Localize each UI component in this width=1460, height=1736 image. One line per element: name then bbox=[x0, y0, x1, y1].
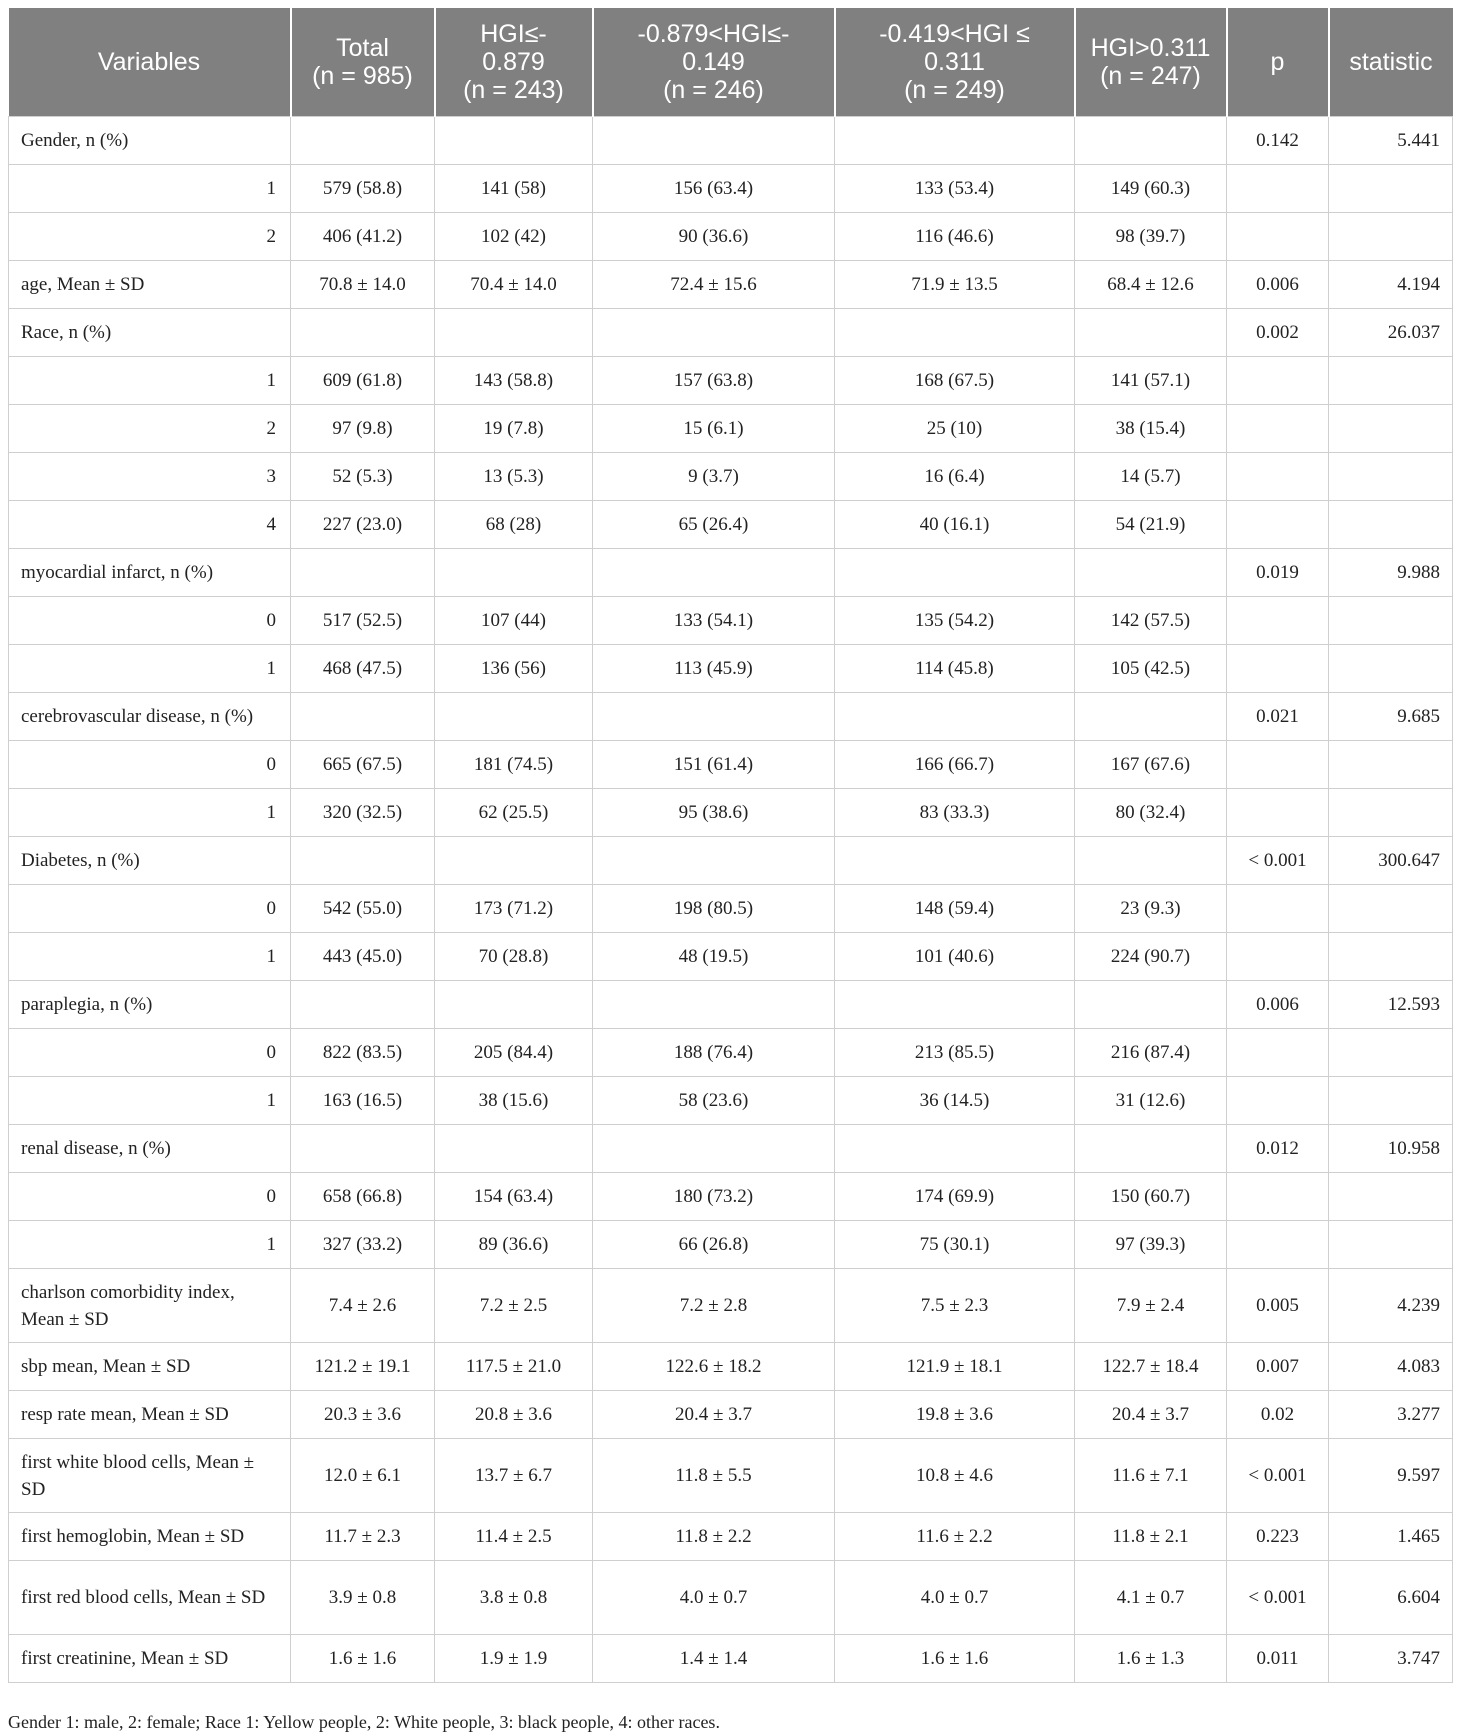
p-value-cell bbox=[1227, 405, 1329, 453]
variable-label-cell: resp rate mean, Mean ± SD bbox=[9, 1391, 291, 1439]
table-row bbox=[9, 1221, 1453, 1269]
p-value-cell: 0.002 bbox=[1227, 309, 1329, 357]
header-q2: -0.879<HGI≤- 0.149 (n = 246) bbox=[593, 8, 835, 117]
statistic-cell: 300.647 bbox=[1329, 837, 1453, 885]
statistic-cell: 1.465 bbox=[1329, 1513, 1453, 1561]
value-cell: 98 (39.7) bbox=[1075, 213, 1227, 261]
value-cell: 20.4 ± 3.7 bbox=[1075, 1391, 1227, 1439]
statistic-cell bbox=[1329, 933, 1453, 981]
table-row bbox=[9, 117, 1453, 165]
statistic-cell bbox=[1329, 357, 1453, 405]
p-value-cell bbox=[1227, 1029, 1329, 1077]
value-cell: 121.2 ± 19.1 bbox=[291, 1343, 435, 1391]
value-cell: 11.8 ± 2.2 bbox=[593, 1513, 835, 1561]
table-row bbox=[9, 1077, 1453, 1125]
table-row bbox=[9, 261, 1453, 309]
variable-label-cell: first white blood cells, Mean ± SD bbox=[9, 1439, 291, 1513]
value-cell: 320 (32.5) bbox=[291, 789, 435, 837]
value-cell: 665 (67.5) bbox=[291, 741, 435, 789]
value-cell bbox=[593, 117, 835, 165]
value-cell: 174 (69.9) bbox=[835, 1173, 1075, 1221]
value-cell: 173 (71.2) bbox=[435, 885, 593, 933]
statistic-cell bbox=[1329, 885, 1453, 933]
value-cell bbox=[1075, 1125, 1227, 1173]
statistic-cell bbox=[1329, 789, 1453, 837]
statistic-cell bbox=[1329, 405, 1453, 453]
value-cell: 10.8 ± 4.6 bbox=[835, 1439, 1075, 1513]
value-cell: 65 (26.4) bbox=[593, 501, 835, 549]
value-cell: 122.7 ± 18.4 bbox=[1075, 1343, 1227, 1391]
value-cell: 1.4 ± 1.4 bbox=[593, 1635, 835, 1683]
statistic-cell: 9.597 bbox=[1329, 1439, 1453, 1513]
value-cell: 58 (23.6) bbox=[593, 1077, 835, 1125]
value-cell: 198 (80.5) bbox=[593, 885, 835, 933]
value-cell: 133 (53.4) bbox=[835, 165, 1075, 213]
level-label-cell: 3 bbox=[9, 453, 291, 501]
p-value-cell bbox=[1227, 213, 1329, 261]
p-value-cell bbox=[1227, 645, 1329, 693]
statistic-cell bbox=[1329, 501, 1453, 549]
value-cell: 443 (45.0) bbox=[291, 933, 435, 981]
statistic-cell bbox=[1329, 165, 1453, 213]
header-variables: Variables bbox=[9, 8, 291, 117]
p-value-cell bbox=[1227, 1221, 1329, 1269]
variable-label-cell: paraplegia, n (%) bbox=[9, 981, 291, 1029]
statistic-cell: 3.747 bbox=[1329, 1635, 1453, 1683]
value-cell: 216 (87.4) bbox=[1075, 1029, 1227, 1077]
value-cell: 38 (15.6) bbox=[435, 1077, 593, 1125]
value-cell: 11.6 ± 7.1 bbox=[1075, 1439, 1227, 1513]
p-value-cell bbox=[1227, 357, 1329, 405]
value-cell: 116 (46.6) bbox=[835, 213, 1075, 261]
p-value-cell: < 0.001 bbox=[1227, 837, 1329, 885]
table-row bbox=[9, 1513, 1453, 1561]
value-cell bbox=[1075, 117, 1227, 165]
table-row bbox=[9, 501, 1453, 549]
value-cell: 227 (23.0) bbox=[291, 501, 435, 549]
p-value-cell bbox=[1227, 789, 1329, 837]
variable-label-cell: first red blood cells, Mean ± SD bbox=[9, 1561, 291, 1635]
table-footnote: Gender 1: male, 2: female; Race 1: Yellow people, 2: White people, 3: black people, 4: other races. bbox=[8, 1712, 720, 1732]
value-cell bbox=[435, 117, 593, 165]
value-cell bbox=[435, 1125, 593, 1173]
value-cell: 517 (52.5) bbox=[291, 597, 435, 645]
value-cell: 11.8 ± 5.5 bbox=[593, 1439, 835, 1513]
variable-label-cell: renal disease, n (%) bbox=[9, 1125, 291, 1173]
value-cell: 327 (33.2) bbox=[291, 1221, 435, 1269]
value-cell: 15 (6.1) bbox=[593, 405, 835, 453]
value-cell: 406 (41.2) bbox=[291, 213, 435, 261]
value-cell: 113 (45.9) bbox=[593, 645, 835, 693]
statistic-cell: 5.441 bbox=[1329, 117, 1453, 165]
statistic-cell: 6.604 bbox=[1329, 1561, 1453, 1635]
value-cell: 3.9 ± 0.8 bbox=[291, 1561, 435, 1635]
table-row bbox=[9, 741, 1453, 789]
value-cell bbox=[1075, 309, 1227, 357]
value-cell: 121.9 ± 18.1 bbox=[835, 1343, 1075, 1391]
table-row bbox=[9, 1439, 1453, 1513]
value-cell bbox=[291, 549, 435, 597]
variable-label-cell: charlson comorbidity index, Mean ± SD bbox=[9, 1269, 291, 1343]
table-row bbox=[9, 1029, 1453, 1077]
p-value-cell: 0.019 bbox=[1227, 549, 1329, 597]
table-row bbox=[9, 789, 1453, 837]
value-cell: 48 (19.5) bbox=[593, 933, 835, 981]
table-row bbox=[9, 981, 1453, 1029]
p-value-cell: 0.223 bbox=[1227, 1513, 1329, 1561]
value-cell: 11.7 ± 2.3 bbox=[291, 1513, 435, 1561]
value-cell: 54 (21.9) bbox=[1075, 501, 1227, 549]
p-value-cell bbox=[1227, 741, 1329, 789]
variable-label-cell: cerebrovascular disease, n (%) bbox=[9, 693, 291, 741]
table-row bbox=[9, 549, 1453, 597]
header-q3: -0.419<HGI ≤ 0.311 (n = 249) bbox=[835, 8, 1075, 117]
level-label-cell: 1 bbox=[9, 357, 291, 405]
table-row bbox=[9, 165, 1453, 213]
statistic-cell bbox=[1329, 645, 1453, 693]
value-cell: 38 (15.4) bbox=[1075, 405, 1227, 453]
statistic-cell: 12.593 bbox=[1329, 981, 1453, 1029]
value-cell: 12.0 ± 6.1 bbox=[291, 1439, 435, 1513]
value-cell: 163 (16.5) bbox=[291, 1077, 435, 1125]
variable-label-cell: first creatinine, Mean ± SD bbox=[9, 1635, 291, 1683]
value-cell bbox=[835, 981, 1075, 1029]
statistic-cell: 4.083 bbox=[1329, 1343, 1453, 1391]
value-cell: 180 (73.2) bbox=[593, 1173, 835, 1221]
value-cell bbox=[593, 837, 835, 885]
value-cell bbox=[593, 693, 835, 741]
value-cell: 101 (40.6) bbox=[835, 933, 1075, 981]
value-cell: 156 (63.4) bbox=[593, 165, 835, 213]
statistic-cell: 9.988 bbox=[1329, 549, 1453, 597]
value-cell: 23 (9.3) bbox=[1075, 885, 1227, 933]
level-label-cell: 2 bbox=[9, 213, 291, 261]
p-value-cell: < 0.001 bbox=[1227, 1439, 1329, 1513]
p-value-cell: 0.007 bbox=[1227, 1343, 1329, 1391]
p-value-cell: 0.012 bbox=[1227, 1125, 1329, 1173]
value-cell bbox=[435, 981, 593, 1029]
value-cell: 1.6 ± 1.3 bbox=[1075, 1635, 1227, 1683]
value-cell bbox=[593, 1125, 835, 1173]
value-cell: 213 (85.5) bbox=[835, 1029, 1075, 1077]
table-row bbox=[9, 357, 1453, 405]
value-cell: 20.8 ± 3.6 bbox=[435, 1391, 593, 1439]
value-cell: 122.6 ± 18.2 bbox=[593, 1343, 835, 1391]
statistic-cell bbox=[1329, 741, 1453, 789]
statistic-cell: 3.277 bbox=[1329, 1391, 1453, 1439]
value-cell: 4.0 ± 0.7 bbox=[593, 1561, 835, 1635]
value-cell: 66 (26.8) bbox=[593, 1221, 835, 1269]
value-cell: 133 (54.1) bbox=[593, 597, 835, 645]
value-cell bbox=[835, 693, 1075, 741]
value-cell: 68.4 ± 12.6 bbox=[1075, 261, 1227, 309]
variable-label-cell: first hemoglobin, Mean ± SD bbox=[9, 1513, 291, 1561]
value-cell: 136 (56) bbox=[435, 645, 593, 693]
p-value-cell bbox=[1227, 1173, 1329, 1221]
level-label-cell: 4 bbox=[9, 501, 291, 549]
value-cell: 102 (42) bbox=[435, 213, 593, 261]
value-cell: 9 (3.7) bbox=[593, 453, 835, 501]
level-label-cell: 0 bbox=[9, 1173, 291, 1221]
value-cell: 822 (83.5) bbox=[291, 1029, 435, 1077]
p-value-cell: 0.02 bbox=[1227, 1391, 1329, 1439]
value-cell: 13 (5.3) bbox=[435, 453, 593, 501]
value-cell: 1.6 ± 1.6 bbox=[291, 1635, 435, 1683]
value-cell: 72.4 ± 15.6 bbox=[593, 261, 835, 309]
table-row bbox=[9, 693, 1453, 741]
value-cell: 579 (58.8) bbox=[291, 165, 435, 213]
value-cell: 188 (76.4) bbox=[593, 1029, 835, 1077]
value-cell: 148 (59.4) bbox=[835, 885, 1075, 933]
value-cell: 97 (9.8) bbox=[291, 405, 435, 453]
value-cell: 167 (67.6) bbox=[1075, 741, 1227, 789]
value-cell bbox=[835, 117, 1075, 165]
statistic-cell: 9.685 bbox=[1329, 693, 1453, 741]
p-value-cell bbox=[1227, 885, 1329, 933]
table-row bbox=[9, 213, 1453, 261]
p-value-cell bbox=[1227, 453, 1329, 501]
value-cell: 166 (66.7) bbox=[835, 741, 1075, 789]
header-p: p bbox=[1227, 8, 1329, 117]
table-row bbox=[9, 1173, 1453, 1221]
level-label-cell: 1 bbox=[9, 933, 291, 981]
table-row bbox=[9, 597, 1453, 645]
value-cell bbox=[435, 837, 593, 885]
p-value-cell bbox=[1227, 597, 1329, 645]
p-value-cell: 0.006 bbox=[1227, 981, 1329, 1029]
p-value-cell: 0.006 bbox=[1227, 261, 1329, 309]
statistic-cell bbox=[1329, 213, 1453, 261]
table-row bbox=[9, 885, 1453, 933]
level-label-cell: 1 bbox=[9, 165, 291, 213]
value-cell bbox=[593, 549, 835, 597]
value-cell bbox=[835, 549, 1075, 597]
level-label-cell: 1 bbox=[9, 645, 291, 693]
value-cell: 141 (57.1) bbox=[1075, 357, 1227, 405]
statistic-cell bbox=[1329, 453, 1453, 501]
statistic-cell: 26.037 bbox=[1329, 309, 1453, 357]
variable-label-cell: Gender, n (%) bbox=[9, 117, 291, 165]
table-row bbox=[9, 933, 1453, 981]
value-cell: 75 (30.1) bbox=[835, 1221, 1075, 1269]
value-cell: 19.8 ± 3.6 bbox=[835, 1391, 1075, 1439]
value-cell: 52 (5.3) bbox=[291, 453, 435, 501]
header-q1: HGI≤- 0.879 (n = 243) bbox=[435, 8, 593, 117]
value-cell bbox=[435, 549, 593, 597]
statistic-cell bbox=[1329, 1221, 1453, 1269]
value-cell bbox=[291, 1125, 435, 1173]
value-cell: 114 (45.8) bbox=[835, 645, 1075, 693]
value-cell: 20.4 ± 3.7 bbox=[593, 1391, 835, 1439]
value-cell bbox=[593, 981, 835, 1029]
value-cell: 117.5 ± 21.0 bbox=[435, 1343, 593, 1391]
value-cell: 14 (5.7) bbox=[1075, 453, 1227, 501]
table-row bbox=[9, 405, 1453, 453]
table-row bbox=[9, 1561, 1453, 1635]
value-cell: 4.0 ± 0.7 bbox=[835, 1561, 1075, 1635]
value-cell: 68 (28) bbox=[435, 501, 593, 549]
value-cell: 157 (63.8) bbox=[593, 357, 835, 405]
value-cell: 70 (28.8) bbox=[435, 933, 593, 981]
table-row bbox=[9, 1125, 1453, 1173]
header-total: Total (n = 985) bbox=[291, 8, 435, 117]
p-value-cell: 0.005 bbox=[1227, 1269, 1329, 1343]
statistic-cell bbox=[1329, 597, 1453, 645]
table-row bbox=[9, 453, 1453, 501]
level-label-cell: 0 bbox=[9, 1029, 291, 1077]
value-cell: 468 (47.5) bbox=[291, 645, 435, 693]
value-cell: 150 (60.7) bbox=[1075, 1173, 1227, 1221]
value-cell: 609 (61.8) bbox=[291, 357, 435, 405]
table-row bbox=[9, 1269, 1453, 1343]
level-label-cell: 1 bbox=[9, 1077, 291, 1125]
value-cell bbox=[291, 981, 435, 1029]
statistic-cell bbox=[1329, 1029, 1453, 1077]
value-cell: 141 (58) bbox=[435, 165, 593, 213]
level-label-cell: 1 bbox=[9, 1221, 291, 1269]
p-value-cell bbox=[1227, 165, 1329, 213]
table-row bbox=[9, 1391, 1453, 1439]
value-cell: 224 (90.7) bbox=[1075, 933, 1227, 981]
value-cell: 11.4 ± 2.5 bbox=[435, 1513, 593, 1561]
table-container bbox=[8, 8, 1452, 1683]
p-value-cell: 0.142 bbox=[1227, 117, 1329, 165]
p-value-cell: 0.011 bbox=[1227, 1635, 1329, 1683]
value-cell: 90 (36.6) bbox=[593, 213, 835, 261]
value-cell: 97 (39.3) bbox=[1075, 1221, 1227, 1269]
value-cell: 7.9 ± 2.4 bbox=[1075, 1269, 1227, 1343]
value-cell bbox=[593, 309, 835, 357]
value-cell: 20.3 ± 3.6 bbox=[291, 1391, 435, 1439]
value-cell: 95 (38.6) bbox=[593, 789, 835, 837]
value-cell: 40 (16.1) bbox=[835, 501, 1075, 549]
value-cell: 70.8 ± 14.0 bbox=[291, 261, 435, 309]
value-cell: 16 (6.4) bbox=[835, 453, 1075, 501]
value-cell bbox=[1075, 981, 1227, 1029]
variable-label-cell: myocardial infarct, n (%) bbox=[9, 549, 291, 597]
value-cell bbox=[291, 117, 435, 165]
value-cell: 13.7 ± 6.7 bbox=[435, 1439, 593, 1513]
value-cell: 83 (33.3) bbox=[835, 789, 1075, 837]
value-cell bbox=[835, 309, 1075, 357]
value-cell: 135 (54.2) bbox=[835, 597, 1075, 645]
value-cell: 1.6 ± 1.6 bbox=[835, 1635, 1075, 1683]
variable-label-cell: sbp mean, Mean ± SD bbox=[9, 1343, 291, 1391]
value-cell: 142 (57.5) bbox=[1075, 597, 1227, 645]
p-value-cell bbox=[1227, 501, 1329, 549]
value-cell: 11.6 ± 2.2 bbox=[835, 1513, 1075, 1561]
value-cell bbox=[291, 837, 435, 885]
value-cell bbox=[835, 1125, 1075, 1173]
value-cell bbox=[291, 309, 435, 357]
value-cell: 36 (14.5) bbox=[835, 1077, 1075, 1125]
value-cell: 7.2 ± 2.5 bbox=[435, 1269, 593, 1343]
header-row bbox=[9, 8, 1453, 117]
level-label-cell: 0 bbox=[9, 741, 291, 789]
value-cell bbox=[835, 837, 1075, 885]
p-value-cell: < 0.001 bbox=[1227, 1561, 1329, 1635]
value-cell: 1.9 ± 1.9 bbox=[435, 1635, 593, 1683]
statistic-cell bbox=[1329, 1077, 1453, 1125]
value-cell: 31 (12.6) bbox=[1075, 1077, 1227, 1125]
header-q4: HGI>0.311 (n = 247) bbox=[1075, 8, 1227, 117]
value-cell: 62 (25.5) bbox=[435, 789, 593, 837]
baseline-characteristics-table bbox=[8, 8, 1453, 1683]
table-body bbox=[9, 117, 1453, 1683]
value-cell: 19 (7.8) bbox=[435, 405, 593, 453]
value-cell: 143 (58.8) bbox=[435, 357, 593, 405]
table-row bbox=[9, 645, 1453, 693]
value-cell: 7.5 ± 2.3 bbox=[835, 1269, 1075, 1343]
value-cell: 542 (55.0) bbox=[291, 885, 435, 933]
value-cell bbox=[1075, 549, 1227, 597]
value-cell: 25 (10) bbox=[835, 405, 1075, 453]
value-cell: 11.8 ± 2.1 bbox=[1075, 1513, 1227, 1561]
value-cell: 105 (42.5) bbox=[1075, 645, 1227, 693]
value-cell: 7.2 ± 2.8 bbox=[593, 1269, 835, 1343]
value-cell: 149 (60.3) bbox=[1075, 165, 1227, 213]
value-cell bbox=[291, 693, 435, 741]
variable-label-cell: Diabetes, n (%) bbox=[9, 837, 291, 885]
table-row bbox=[9, 1343, 1453, 1391]
p-value-cell bbox=[1227, 1077, 1329, 1125]
value-cell: 7.4 ± 2.6 bbox=[291, 1269, 435, 1343]
statistic-cell: 4.239 bbox=[1329, 1269, 1453, 1343]
statistic-cell: 10.958 bbox=[1329, 1125, 1453, 1173]
p-value-cell: 0.021 bbox=[1227, 693, 1329, 741]
header-statistic: statistic bbox=[1329, 8, 1453, 117]
level-label-cell: 0 bbox=[9, 885, 291, 933]
value-cell: 205 (84.4) bbox=[435, 1029, 593, 1077]
value-cell: 71.9 ± 13.5 bbox=[835, 261, 1075, 309]
value-cell: 151 (61.4) bbox=[593, 741, 835, 789]
value-cell: 181 (74.5) bbox=[435, 741, 593, 789]
statistic-cell: 4.194 bbox=[1329, 261, 1453, 309]
variable-label-cell: age, Mean ± SD bbox=[9, 261, 291, 309]
level-label-cell: 2 bbox=[9, 405, 291, 453]
value-cell: 107 (44) bbox=[435, 597, 593, 645]
value-cell: 80 (32.4) bbox=[1075, 789, 1227, 837]
p-value-cell bbox=[1227, 933, 1329, 981]
value-cell bbox=[1075, 693, 1227, 741]
value-cell: 4.1 ± 0.7 bbox=[1075, 1561, 1227, 1635]
level-label-cell: 1 bbox=[9, 789, 291, 837]
value-cell: 154 (63.4) bbox=[435, 1173, 593, 1221]
value-cell bbox=[435, 309, 593, 357]
variable-label-cell: Race, n (%) bbox=[9, 309, 291, 357]
value-cell bbox=[1075, 837, 1227, 885]
table-row bbox=[9, 309, 1453, 357]
level-label-cell: 0 bbox=[9, 597, 291, 645]
value-cell: 168 (67.5) bbox=[835, 357, 1075, 405]
value-cell: 89 (36.6) bbox=[435, 1221, 593, 1269]
value-cell: 3.8 ± 0.8 bbox=[435, 1561, 593, 1635]
value-cell: 70.4 ± 14.0 bbox=[435, 261, 593, 309]
statistic-cell bbox=[1329, 1173, 1453, 1221]
value-cell bbox=[435, 693, 593, 741]
value-cell: 658 (66.8) bbox=[291, 1173, 435, 1221]
table-row bbox=[9, 837, 1453, 885]
table-row bbox=[9, 1635, 1453, 1683]
